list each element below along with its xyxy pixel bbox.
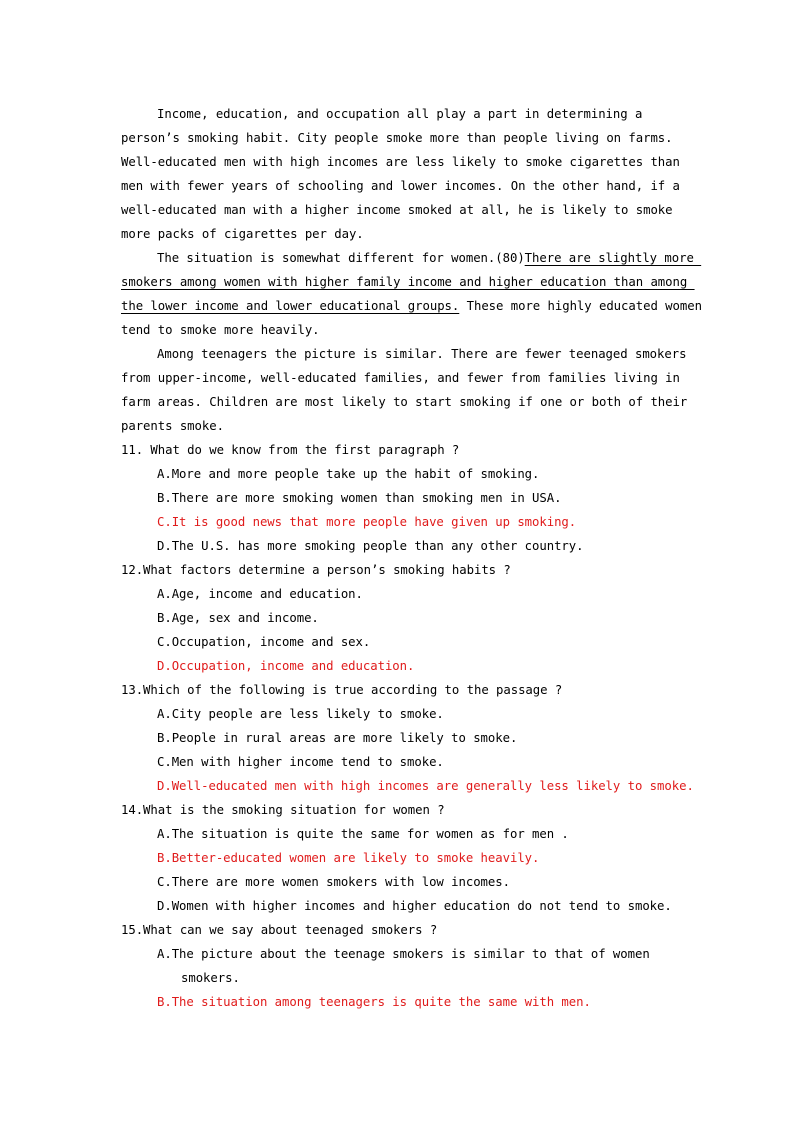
passage-p3-line: farm areas. Children are most likely to start smoking if one or both of their [121, 395, 688, 409]
underlined-sentence: There are slightly more [524, 251, 702, 265]
passage-p1-line: men with fewer years of schooling and lower incomes. On the other hand, if a [121, 179, 680, 193]
passage-p1-line: well-educated man with a higher income smoked at all, he is likely to smoke [121, 203, 673, 217]
question-option: D.The U.S. has more smoking people than any other country. [157, 539, 584, 553]
question-option: B.Age, sex and income. [157, 611, 319, 625]
question-option: C.There are more women smokers with low incomes. [157, 875, 510, 889]
question-stem: 12.What factors determine a person’s smoking habits ? [121, 563, 511, 577]
question-option: C.Occupation, income and sex. [157, 635, 371, 649]
answer-option: B.Better-educated women are likely to smoke heavily. [157, 851, 540, 865]
question-option: C.Men with higher income tend to smoke. [157, 755, 444, 769]
question-option-continuation: smokers. [181, 971, 240, 985]
passage-p1-line: more packs of cigarettes per day. [121, 227, 364, 241]
underlined-sentence: smokers among women with higher family income and higher education than among [121, 275, 695, 289]
question-option: B.There are more smoking women than smoking men in USA. [157, 491, 562, 505]
passage-p2-line [157, 246, 702, 270]
answer-option: B.The situation among teenagers is quite the same with men. [157, 995, 591, 1009]
question-option: D.Women with higher incomes and higher education do not tend to smoke. [157, 899, 672, 913]
question-option: B.People in rural areas are more likely to smoke. [157, 731, 518, 745]
underlined-sentence: the lower income and lower educational groups. [121, 299, 460, 313]
passage-p1-line: Income, education, and occupation all play a part in determining a [157, 107, 643, 121]
answer-option: D.Occupation, income and education. [157, 659, 415, 673]
question-stem: 14.What is the smoking situation for women ? [121, 803, 445, 817]
question-stem: 13.Which of the following is true according to the passage ? [121, 683, 563, 697]
passage-p2-line [121, 270, 695, 294]
question-option: A.City people are less likely to smoke. [157, 707, 444, 721]
passage-p2-line [121, 294, 702, 318]
question-stem: 15.What can we say about teenaged smokers ? [121, 923, 438, 937]
answer-option: C.It is good news that more people have given up smoking. [157, 515, 577, 529]
answer-option: D.Well-educated men with high incomes are generally less likely to smoke. [157, 779, 694, 793]
passage-p2-line: tend to smoke more heavily. [121, 323, 320, 337]
question-option: A.The situation is quite the same for women as for men . [157, 827, 569, 841]
passage-p2-text: These more highly educated women [459, 299, 702, 313]
passage-p3-line: from upper-income, well-educated families, and fewer from families living in [121, 371, 680, 385]
passage-p3-line: Among teenagers the picture is similar. There are fewer teenaged smokers [157, 347, 687, 361]
question-stem: 11. What do we know from the first paragraph ? [121, 443, 460, 457]
passage-p1-line: Well-educated men with high incomes are less likely to smoke cigarettes than [121, 155, 680, 169]
question-option: A.The picture about the teenage smokers is similar to that of women [157, 947, 650, 961]
passage-p2-text: The situation is somewhat different for women.(80) [157, 251, 525, 265]
passage-p1-line: person’s smoking habit. City people smoke more than people living on farms. [121, 131, 673, 145]
question-option: A.Age, income and education. [157, 587, 363, 601]
question-option: A.More and more people take up the habit of smoking. [157, 467, 540, 481]
passage-p3-line: parents smoke. [121, 419, 224, 433]
